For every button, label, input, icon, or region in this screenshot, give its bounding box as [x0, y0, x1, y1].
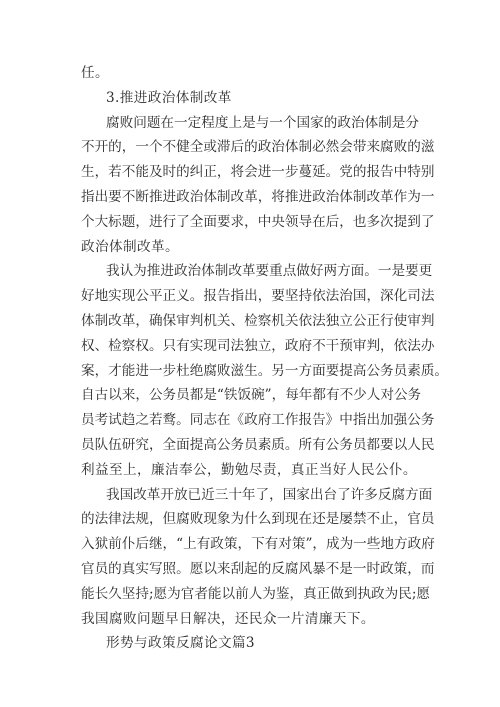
paragraph-2-line-6: 自古以来，公务员都是“铁饭碗”，每年都有不少人对公务: [81, 387, 422, 404]
paragraph-2-line-4: 权、检察权。只有实现司法独立，政府不干预审判，依法办: [81, 337, 435, 354]
paragraph-1-line-2: 不开的，一个不健全或滞后的政治体制必然会带来腐败的滋: [81, 139, 435, 156]
paragraph-3-line-5: 能长久坚持;愿为官者能以前人为鉴，真正做到执政为民;愿: [81, 585, 431, 602]
section-heading: 3.推进政治体制改革: [106, 89, 232, 106]
paragraph-2-line-3: 体制改革，确保审判机关、检察机关依法独立公正行使审判: [81, 312, 435, 329]
paragraph-2-line-2: 好地实现公平正义。报告指出，要坚持依法治国，深化司法: [81, 288, 435, 305]
paragraph-2-line-7: 员考试趋之若鹜。同志在《政府工作报告》中指出加强公务: [81, 412, 435, 429]
paragraph-3-line-2: 的法律法规，但腐败现象为什么到现在还是屡禁不止，官员: [81, 511, 435, 528]
paragraph-3-line-1: 我国改革开放已近三十年了，国家出台了许多反腐方面: [106, 486, 433, 503]
paragraph-1-line-6: 政治体制改革。: [81, 238, 179, 255]
paragraph-2-line-1: 我认为推进政治体制改革要重点做好两方面。一是要更: [106, 263, 433, 280]
paragraph-2-line-9: 利益至上，廉洁奉公，勤勉尽责，真正当好人民公仆。: [81, 461, 417, 478]
next-article-heading: 形势与政策反腐论文篇3: [106, 635, 255, 652]
paragraph-3-line-3: 入狱前仆后继，“上有政策，下有对策”，成为一些地方政府: [81, 536, 435, 553]
paragraph-1-line-3: 生，若不能及时的纠正，将会进一步蔓延。党的报告中特别: [81, 164, 435, 181]
paragraph-1-line-5: 个大标题，进行了全面要求，中央领导在后，也多次提到了: [81, 213, 435, 230]
paragraph-2-line-8: 员队伍研究，全面提高公务员素质。所有公务员都要以人民: [81, 436, 435, 453]
paragraph-3-line-4: 官员的真实写照。愿以来刮起的反腐风暴不是一时政策，而: [81, 560, 435, 577]
paragraph-3-line-6: 我国腐败问题早日解决，还民众一片清廉天下。: [81, 610, 375, 627]
paragraph-1-line-4: 指出要不断推进政治体制改革，将推进政治体制改革作为一: [81, 188, 435, 205]
paragraph-end-line: 任。: [81, 65, 109, 81]
paragraph-1-line-1: 腐败问题在一定程度上是与一个国家的政治体制是分: [106, 114, 419, 131]
paragraph-2-line-5: 案，才能进一步杜绝腐败滋生。另一方面要提高公务员素质。: [81, 362, 449, 379]
